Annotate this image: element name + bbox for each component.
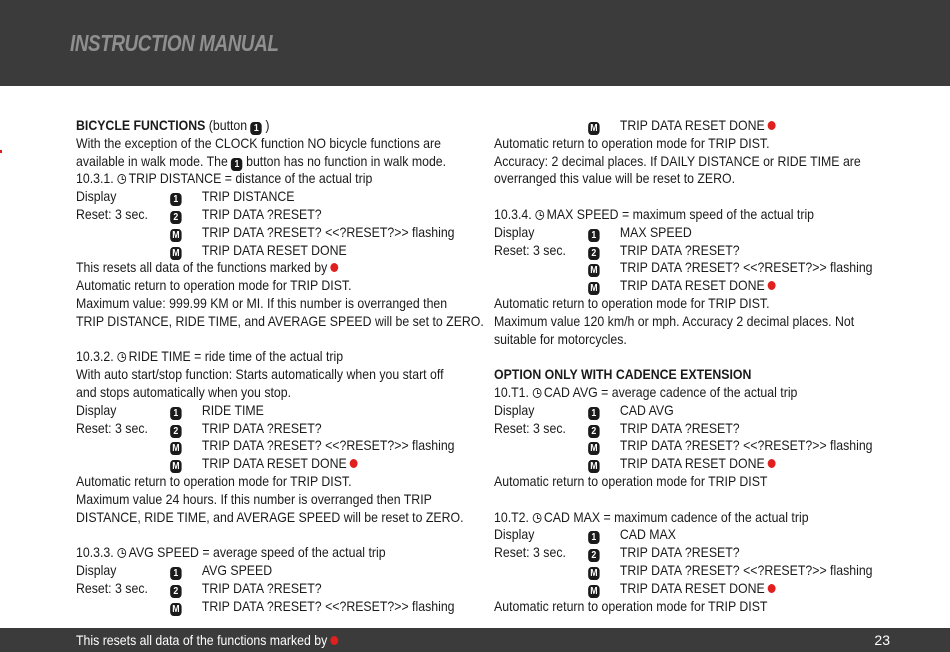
subsection-title (76, 348, 481, 366)
button-m-icon: M (170, 229, 181, 242)
row-value: TRIP DATA RESET DONE (201, 455, 347, 472)
bicycle-functions-heading: BICYCLE FUNCTIONS (76, 117, 206, 133)
left-column (76, 117, 484, 615)
row-label: Reset: 3 sec. (494, 544, 566, 561)
subsection-title (76, 170, 481, 188)
red-dot-icon (767, 459, 775, 468)
heading-suffix: (button (208, 117, 248, 133)
subsection-title-text: AVG SPEED = average speed of the actual trip (128, 544, 386, 561)
button-2-icon: 2 (170, 585, 181, 598)
note-line: Automatic return to operation mode for TRIP DIST (494, 472, 768, 489)
subsection-number: 10.3.2. (76, 348, 114, 365)
mode-row (494, 117, 899, 135)
mode-row (494, 562, 899, 580)
button-1-icon: 1 (588, 407, 599, 420)
subsection-title-text: CAD AVG = average cadence of the actual trip (543, 383, 798, 400)
row-label: Reset: 3 sec. (76, 579, 148, 596)
mode-row (494, 259, 899, 277)
button-m-icon: M (588, 460, 599, 473)
display-row (76, 562, 481, 580)
intro-line (76, 153, 481, 171)
row-label: Display (76, 561, 117, 578)
button-m-icon: M (170, 247, 181, 260)
section-heading (76, 117, 481, 135)
clock-icon (117, 352, 126, 362)
right-column (494, 117, 894, 615)
row-label: Display (494, 401, 535, 418)
row-value: TRIP DATA ?RESET? <<?RESET?>> flashing (201, 597, 455, 614)
note-line: Maximum value: 999.99 KM or MI. If this number is overranged then (76, 294, 448, 311)
row-value: TRIP DATA ?RESET? (201, 419, 322, 436)
button-m-icon: M (588, 442, 599, 455)
mode-row (76, 224, 481, 242)
note-text: This resets all data of the functions marked by (76, 259, 328, 276)
button-m-icon: M (588, 122, 599, 135)
display-row (494, 526, 899, 544)
description-line: With auto start/stop function: Starts automatically when you start off (76, 366, 444, 383)
row-value: TRIP DISTANCE (201, 188, 295, 205)
red-dot-icon (330, 263, 338, 272)
clock-icon (117, 548, 126, 558)
margin-mark (0, 150, 2, 153)
button-1-icon: 1 (170, 193, 181, 206)
reset-row (76, 580, 481, 598)
button-m-icon: M (588, 567, 599, 580)
note-line: Maximum value 24 hours. If this number is overranged then TRIP (76, 490, 432, 507)
row-value: TRIP DATA ?RESET? <<?RESET?>> flashing (619, 437, 873, 454)
reset-row (76, 206, 481, 224)
subsection-title (76, 544, 481, 562)
mode-row (76, 455, 481, 473)
red-dot-icon (767, 281, 775, 290)
row-label: Display (494, 223, 535, 240)
row-value: TRIP DATA RESET DONE (201, 241, 347, 258)
red-dot-icon (767, 121, 775, 130)
note-line: Automatic return to operation mode for TRIP DIST. (494, 294, 770, 311)
clock-icon (117, 174, 126, 184)
mode-row (76, 242, 481, 260)
button-2-icon: 2 (588, 425, 599, 438)
button-m-icon: M (588, 282, 599, 295)
reset-row (494, 420, 899, 438)
subsection-title-text: RIDE TIME = ride time of the actual trip (128, 348, 344, 365)
mode-row (76, 437, 481, 455)
mode-row (494, 580, 899, 598)
row-value: TRIP DATA RESET DONE (619, 455, 765, 472)
cadence-heading: OPTION ONLY WITH CADENCE EXTENSION (494, 366, 752, 383)
button-2-icon: 2 (170, 425, 181, 438)
reset-row (494, 544, 899, 562)
button-1-icon: 1 (588, 229, 599, 242)
row-value: TRIP DATA ?RESET? <<?RESET?>> flashing (201, 437, 455, 454)
subsection-title-text: CAD MAX = maximum cadence of the actual trip (543, 508, 809, 525)
row-value: AVG SPEED (201, 561, 273, 578)
footer-note-text: This resets all data of the functions marked by (76, 632, 328, 648)
page-header (0, 0, 950, 86)
row-label: Reset: 3 sec. (76, 205, 148, 222)
clock-icon (532, 388, 541, 398)
button-1-icon: 1 (170, 567, 181, 580)
note-line: suitable for motorcycles. (494, 330, 627, 347)
mode-row (494, 455, 899, 473)
intro-text: button has no function in walk mode. (246, 152, 447, 169)
mode-row (494, 437, 899, 455)
row-value: TRIP DATA ?RESET? <<?RESET?>> flashing (619, 259, 873, 276)
row-label: Display (494, 526, 535, 543)
heading-close: ) (265, 117, 270, 133)
row-value: MAX SPEED (619, 223, 692, 240)
row-value: TRIP DATA ?RESET? (619, 241, 740, 258)
red-dot-icon (349, 459, 357, 468)
display-row (76, 188, 481, 206)
row-value: CAD AVG (619, 401, 674, 418)
reset-row (76, 420, 481, 438)
footer-note (76, 632, 338, 649)
manual-title: INSTRUCTION MANUAL (70, 30, 279, 56)
subsection-title-text: TRIP DISTANCE = distance of the actual trip (128, 170, 373, 187)
subsection-title (494, 509, 899, 527)
description-line: and stops automatically when you stop. (76, 383, 292, 400)
note-line: Accuracy: 2 decimal places. If DAILY DISTANCE or RIDE TIME are (494, 152, 861, 169)
subsection-title (494, 384, 899, 402)
row-value: TRIP DATA RESET DONE (619, 277, 765, 294)
subsection-title-text: MAX SPEED = maximum speed of the actual trip (546, 205, 815, 222)
button-1-icon: 1 (588, 531, 599, 544)
row-value: CAD MAX (619, 526, 676, 543)
button-m-icon: M (170, 603, 181, 616)
note-line: Automatic return to operation mode for TRIP DIST. (76, 472, 352, 489)
row-value: RIDE TIME (201, 401, 264, 418)
row-label: Display (76, 401, 117, 418)
button-1-icon: 1 (231, 158, 242, 171)
display-row (494, 402, 899, 420)
subsection-number: 10.3.3. (76, 544, 114, 561)
note-line: TRIP DISTANCE, RIDE TIME, and AVERAGE SPEED will be set to ZERO. (76, 312, 484, 329)
page-number: 23 (874, 632, 890, 648)
button-m-icon: M (170, 442, 181, 455)
mode-row (76, 598, 481, 616)
button-2-icon: 2 (170, 211, 181, 224)
row-label: Reset: 3 sec. (76, 419, 148, 436)
note-line: Automatic return to operation mode for TRIP DIST (494, 597, 768, 614)
row-value: TRIP DATA ?RESET? (201, 579, 322, 596)
intro-text: available in walk mode. The (76, 152, 228, 169)
note-line: DISTANCE, RIDE TIME, and AVERAGE SPEED will be reset to ZERO. (76, 508, 464, 525)
button-2-icon: 2 (588, 247, 599, 260)
red-dot-icon (330, 636, 338, 645)
display-row (76, 402, 481, 420)
display-row (494, 224, 899, 242)
note-line: Automatic return to operation mode for TRIP DIST. (494, 134, 770, 151)
button-1-icon: 1 (251, 122, 262, 135)
row-value: TRIP DATA RESET DONE (619, 117, 765, 133)
note-line: Maximum value 120 km/h or mph. Accuracy 2 decimal places. Not (494, 312, 855, 329)
red-dot-icon (767, 584, 775, 593)
button-2-icon: 2 (588, 549, 599, 562)
note-line: Automatic return to operation mode for TRIP DIST. (76, 277, 352, 294)
row-label: Reset: 3 sec. (494, 419, 566, 436)
subsection-title (494, 206, 899, 224)
subsection-number: 10.3.1. (76, 170, 114, 187)
row-label: Reset: 3 sec. (494, 241, 566, 258)
subsection-number: 10.T1. (494, 383, 529, 400)
page-footer (0, 628, 950, 652)
row-value: TRIP DATA ?RESET? (201, 205, 322, 222)
clock-icon (535, 210, 544, 220)
subsection-number: 10.3.4. (494, 205, 532, 222)
button-m-icon: M (588, 264, 599, 277)
subsection-number: 10.T2. (494, 508, 529, 525)
row-value: TRIP DATA ?RESET? (619, 419, 740, 436)
clock-icon (532, 513, 541, 523)
button-m-icon: M (588, 585, 599, 598)
row-value: TRIP DATA ?RESET? <<?RESET?>> flashing (201, 223, 455, 240)
button-1-icon: 1 (170, 407, 181, 420)
mode-row (494, 277, 899, 295)
note-line (76, 259, 481, 277)
row-value: TRIP DATA ?RESET? <<?RESET?>> flashing (619, 561, 873, 578)
row-label: Display (76, 188, 117, 205)
row-value: TRIP DATA RESET DONE (619, 579, 765, 596)
note-line: overranged this value will be reset to ZERO. (494, 170, 736, 187)
intro-line: With the exception of the CLOCK function NO bicycle functions are (76, 134, 441, 151)
row-value: TRIP DATA ?RESET? (619, 544, 740, 561)
reset-row (494, 242, 899, 260)
button-m-icon: M (170, 460, 181, 473)
